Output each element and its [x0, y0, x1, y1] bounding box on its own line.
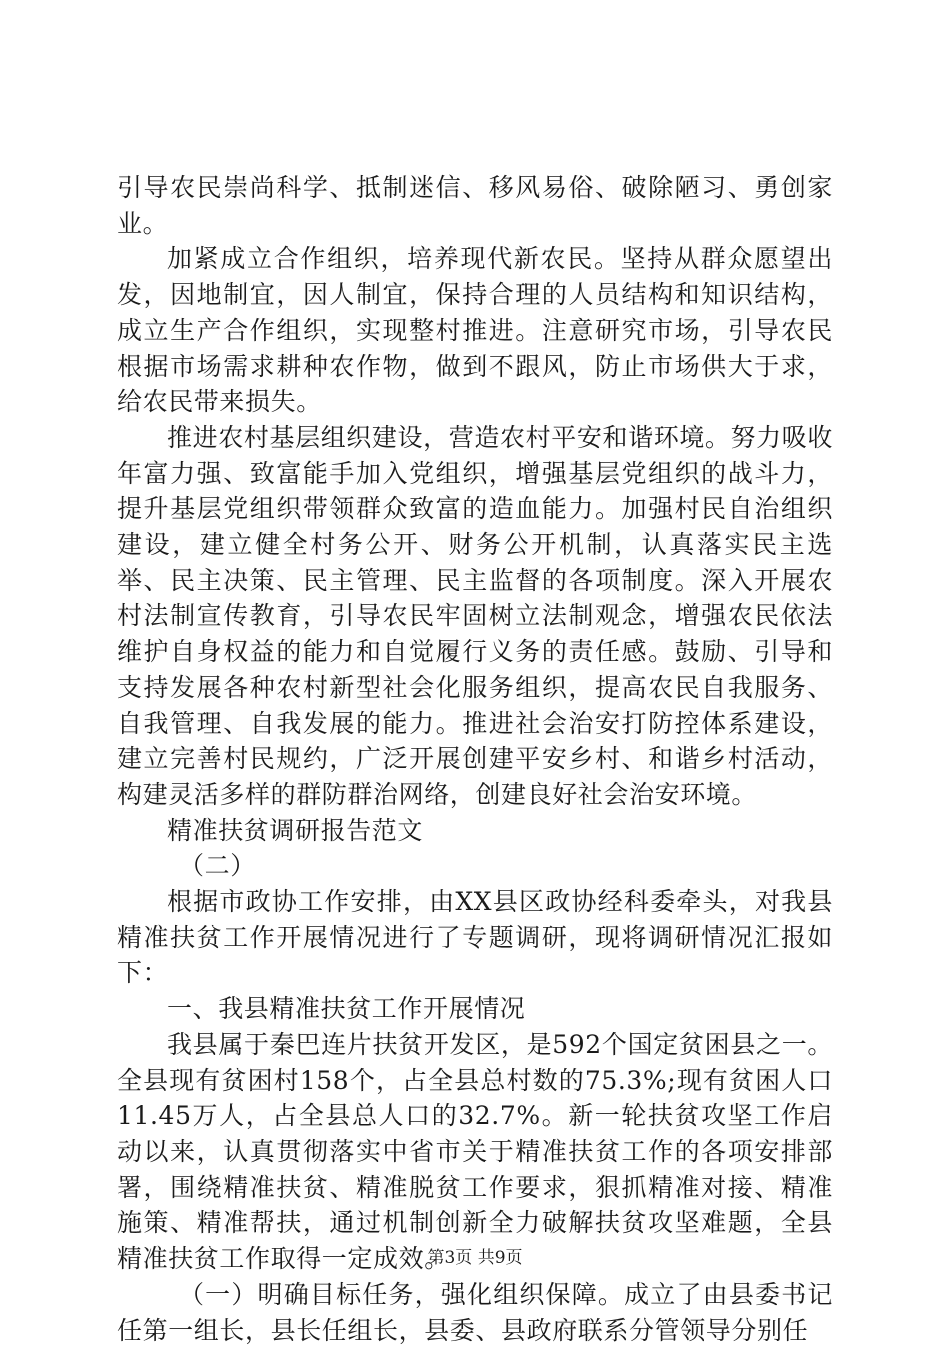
page-footer: [0, 1243, 950, 1268]
paragraph-subsection-1: （一）明确目标任务，强化组织保障。成立了由县委书记任第一组长，县长任组长，县委、县政府联系分管领导分别任: [117, 1279, 833, 1345]
report-title: 精准扶贫调研报告范文: [167, 815, 424, 845]
paragraph-continuation: 引导农民崇尚科学、抵制迷信、移风易俗、破除陋习、勇创家业。: [117, 173, 833, 238]
report-subtitle-number: （二）: [179, 851, 256, 881]
page-number-label: 第3页 共9页: [427, 1248, 523, 1268]
paragraph-grassroots-organization: 推进农村基层组织建设，营造农村平安和谐环境。努力吸收年富力强、致富能手加入党组织，增强基层党组织的战斗力，提升基层党组织带领群众致富的造血能力。加强村民自治组织建设，建立健全村务公开、财务公开机制，认真落实民主选举、民主决策、民主管理、民主监督的各项制度。深入开展农村法制宣传教育，引导农民牢固树立法制观念，增强农民依法维护自身权益的能力和自觉履行义务的责任感。鼓励、引导和支持发展各种农村新型社会化服务组织，提高农民自我服务、自我管理、自我发展的能力。推进社会治安打防控体系建设，建立完善村民规约，广泛开展创建平安乡村、和谐乡村活动，构建灵活多样的群防群治网络，创建良好社会治安环境。: [117, 422, 833, 809]
section-heading-1: 一、我县精准扶贫工作开展情况: [167, 994, 526, 1024]
paragraph-cooperative-organization: 加紧成立合作组织，培养现代新农民。坚持从群众愿望出发，因地制宜，因人制宜，保持合理的人员结构和知识结构，成立生产合作组织，实现整村推进。注意研究市场，引导农民根据市场需求耕种农作物，做到不跟风，防止市场供大于求，给农民带来损失。: [117, 244, 833, 417]
paragraph-introduction: 根据市政协工作安排，由XX县区政协经科委牵头，对我县精准扶贫工作开展情况进行了专题调研，现将调研情况汇报如下：: [117, 887, 833, 988]
paragraph-county-overview: 我县属于秦巴连片扶贫开发区，是592个国定贫困县之一。全县现有贫困村158个，占全县总村数的75.3%;现有贫困人口11.45万人，占全县总人口的32.7%。新一轮扶贫攻坚工作启动以来，认真贯彻落实中省市关于精准扶贫工作的各项安排部署，围绕精准扶贫、精准脱贫工作要求，狠抓精准对接、精准施策、精准帮扶，通过机制创新全力破解扶贫攻坚难题，全县精准扶贫工作取得一定成效。: [117, 1029, 833, 1274]
document-body: [117, 170, 833, 1348]
